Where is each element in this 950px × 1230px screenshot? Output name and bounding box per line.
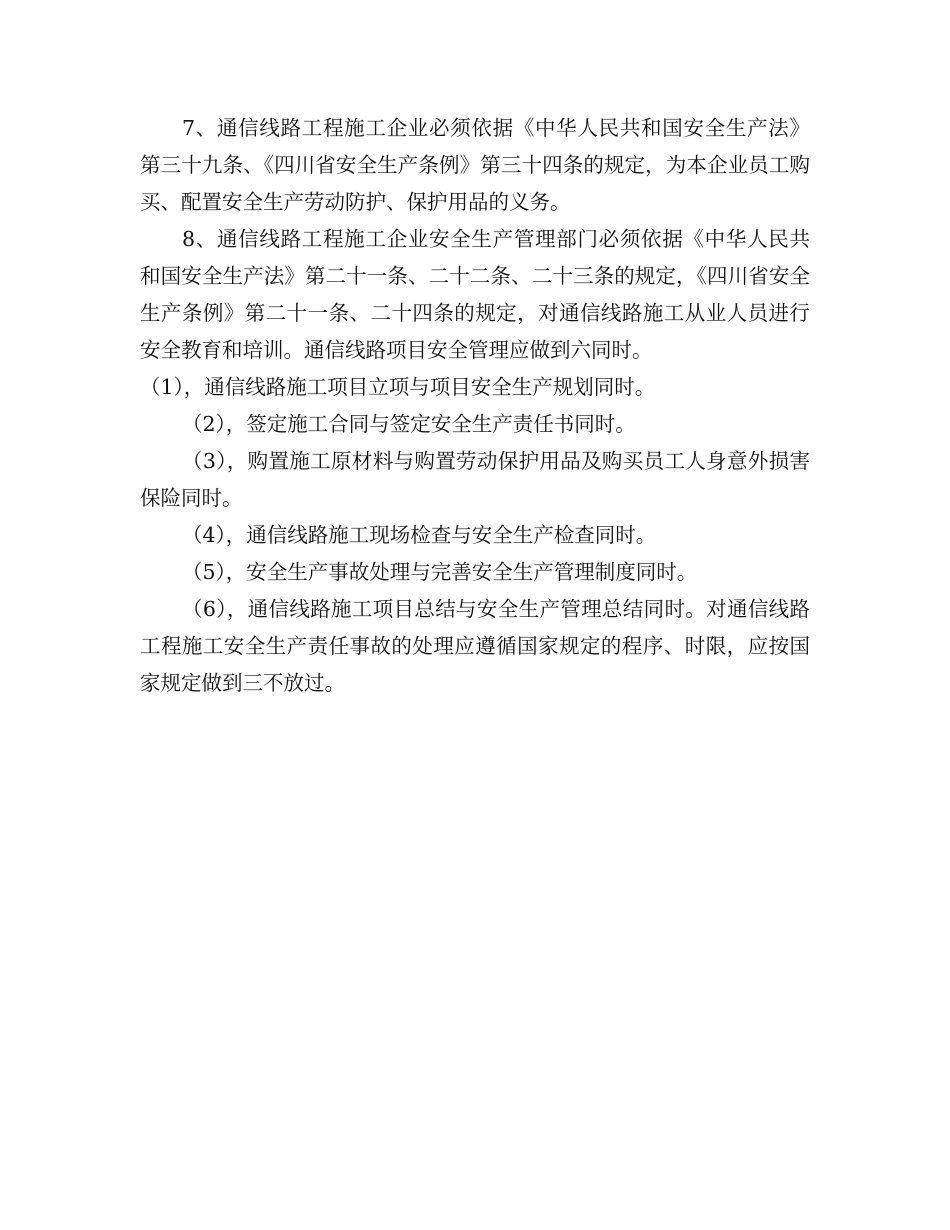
list-item-2: （2），签定施工合同与签定安全生产责任书同时。 [182,412,636,436]
paragraph-item-8: 8、通信线路工程施工企业安全生产管理部门必须依据《中华人民共和国安全生产法》第二十一条、二十二条、二十三条的规定，《四川省安全生产条例》第二十一条、二十四条的规定，对通信线路施工从业人员进行安全教育和培训。通信线路项目安全管理应做到六同时。 [140,227,810,362]
list-item-6: （6），通信线路施工项目总结与安全生产管理总结同时。对通信线路工程施工安全生产责任事故的处理应遵循国家规定的程序、时限，应按国家规定做到三不放过。 [140,597,810,695]
list-item-1: （1），通信线路施工项目立项与项目安全生产规划同时。 [140,375,656,399]
paragraph-item-7: 7、通信线路工程施工企业必须依据《中华人民共和国安全生产法》第三十九条、《四川省安全生产条例》第三十四条的规定，为本企业员工购买、配置安全生产劳动防护、保护用品的义务。 [140,116,810,214]
list-item-3: （3），购置施工原材料与购置劳动保护用品及购买员工人身意外损害保险同时。 [140,449,810,510]
list-item-4: （4），通信线路施工现场检查与安全生产检查同时。 [182,523,657,547]
document-body [140,110,810,702]
list-item-5: （5），安全生产事故处理与完善安全生产管理制度同时。 [182,560,698,584]
